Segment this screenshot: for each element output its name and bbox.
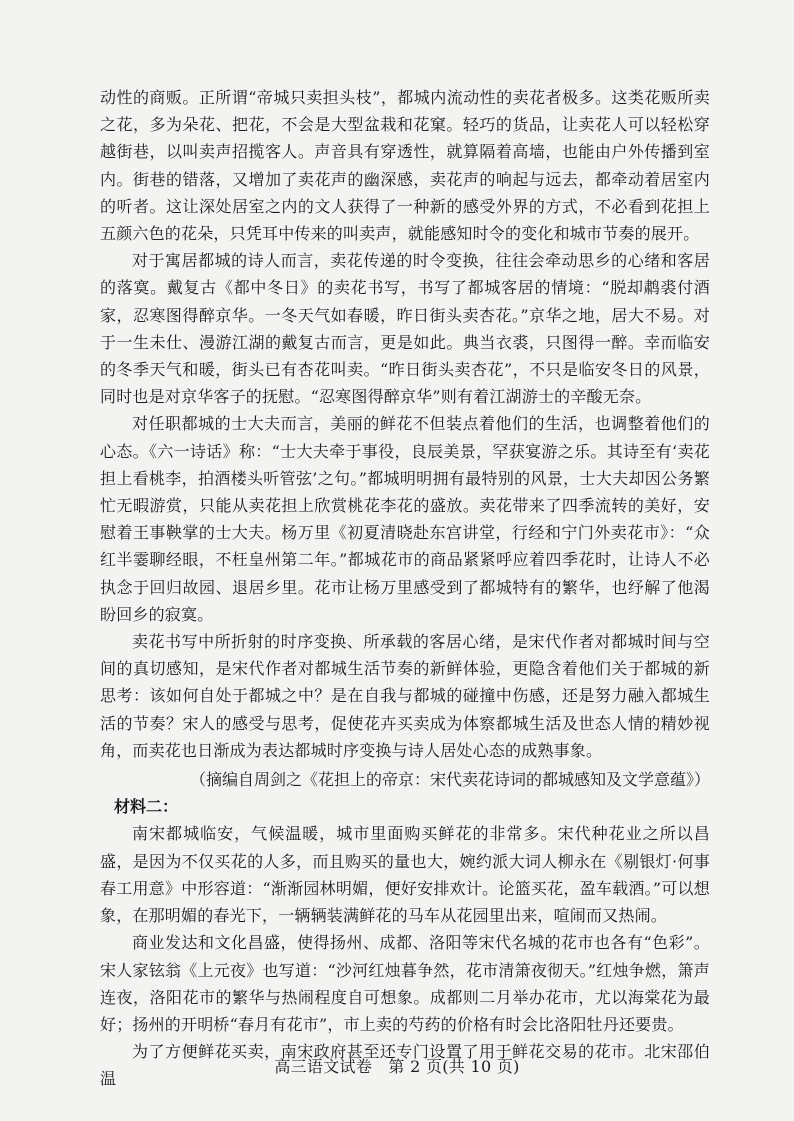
material-2-paragraph-2: 商业发达和文化昌盛，使得扬州、成都、洛阳等宋代名城的花市也各有“色彩”。宋人家铉翁《上元夜》也写道：“沙河红烛暮争然，花市清箫夜彻天。”红烛争燃，箫声连夜，洛阳花市的繁华与热闹程度自可想象。成都则二月举办花市，尤以海棠花为最好；扬州的开明桥“春月有花市”，市上卖的芍药的价格有时会比洛阳牡丹还要贵。 (100, 933, 710, 1034)
material-2-paragraph-1: 南宋都城临安，气候温暖，城市里面购买鲜花的非常多。宋代种花业之所以昌盛，是因为不仅买花的人多，而且购买的量也大，婉约派大词人柳永在《剔银灯·何事春工用意》中形容道：“渐渐园林明媚，便好安排欢计。论篮买花，盈车载酒。”可以想象，在那明媚的春光下，一辆辆装满鲜花的马车从花园里出来，喧闹而又热闹。 (100, 824, 710, 926)
material-2-paragraph-3: 为了方便鲜花买卖，南宋政府甚至还专门设置了用于鲜花交易的花市。北宋邵伯温 (100, 1042, 710, 1089)
paragraph-1: 动性的商贩。正所谓“帝城只卖担头枝”，都城内流动性的卖花者极多。这类花贩所卖之花，多为朵花、把花，不会是大型盆栽和花窠。轻巧的货品，让卖花人可以轻松穿越街巷，以叫卖声招揽客人。声音具有穿透性，就算隔着高墙，也能由户外传播到室内。街巷的错落，又增加了卖花声的幽深感，卖花声的响起与远去，都牵动着居室内的听者。这让深处居室之内的文人获得了一种新的感受外界的方式，不必看到花担上五颜六色的花朵，只凭耳中传来的叫卖声，就能感知时令的变化和城市节奏的展开。 (100, 88, 710, 244)
paragraph-2: 对于寓居都城的诗人而言，卖花传递的时令变换，往往会牵动思乡的心绪和客居的落寞。戴复古《都中冬日》的卖花书写，书写了都城客居的情境：“脱却鹔裘付酒家，忍寒图得醉京华。一冬天气如春暖，昨日街头卖杏花。”京华之地，居大不易。对于一生未仕、漫游江湖的戴复古而言，更是如此。典当衣裘，只图得一醉。幸而临安的冬季天气和暖，街头已有杏花叫卖。“昨日街头卖杏花”，不只是临安冬日的风景，同时也是对京华客子的抚慰。“忍寒图得醉京华”则有着江湖游士的辛酸无奈。 (100, 251, 710, 407)
page-footer: 高三语文试卷 第 2 页(共 10 页) (274, 1057, 520, 1076)
paragraph-4: 卖花书写中所折射的时序变换、所承载的客居心绪，是宋代作者对都城时间与空间的真切感知，是宋代作者对都城生活节奏的新鲜体验，更隐含着他们关于都城的新思考：该如何自处于都城之中？是在自我与都城的碰撞中伤感，还是努力融入都城生活的节奏？宋人的感受与思考，促使花卉买卖成为体察都城生活及世态人情的精妙视角，而卖花也日渐成为表达都城时序变换与诗人居处心态的成熟事象。 (100, 632, 710, 760)
source-citation: （摘编自周剑之《花担上的帝京：宋代卖花诗词的都城感知及文学意蕴》） (189, 770, 710, 790)
paragraph-3: 对任职都城的士大夫而言，美丽的鲜花不但装点着他们的生活，也调整着他们的心态。《六一诗话》称：“士大夫牵于事役，良辰美景，罕获宴游之乐。其诗至有‘卖花担上看桃李，拍酒楼头听管弦’之句。”都城明明拥有最特别的风景，士大夫却因公务繁忙无暇游赏，只能从卖花担上欣赏桃花李花的盛放。卖花带来了四季流转的美好，安慰着王事鞅掌的士大夫。杨万里《初夏清晓赴东宫讲堂，行经和宁门外卖花市》：“众红半霎聊经眼，不枉皇州第二年。”都城花市的商品紧紧呼应着四季花时，让诗人不必执念于回归故园、退居乡里。花市让杨万里感受到了都城特有的繁华，也纾解了他渴盼回乡的寂寞。 (100, 414, 710, 624)
document-body (100, 84, 710, 1093)
material-2-heading: 材料二： (114, 797, 179, 817)
